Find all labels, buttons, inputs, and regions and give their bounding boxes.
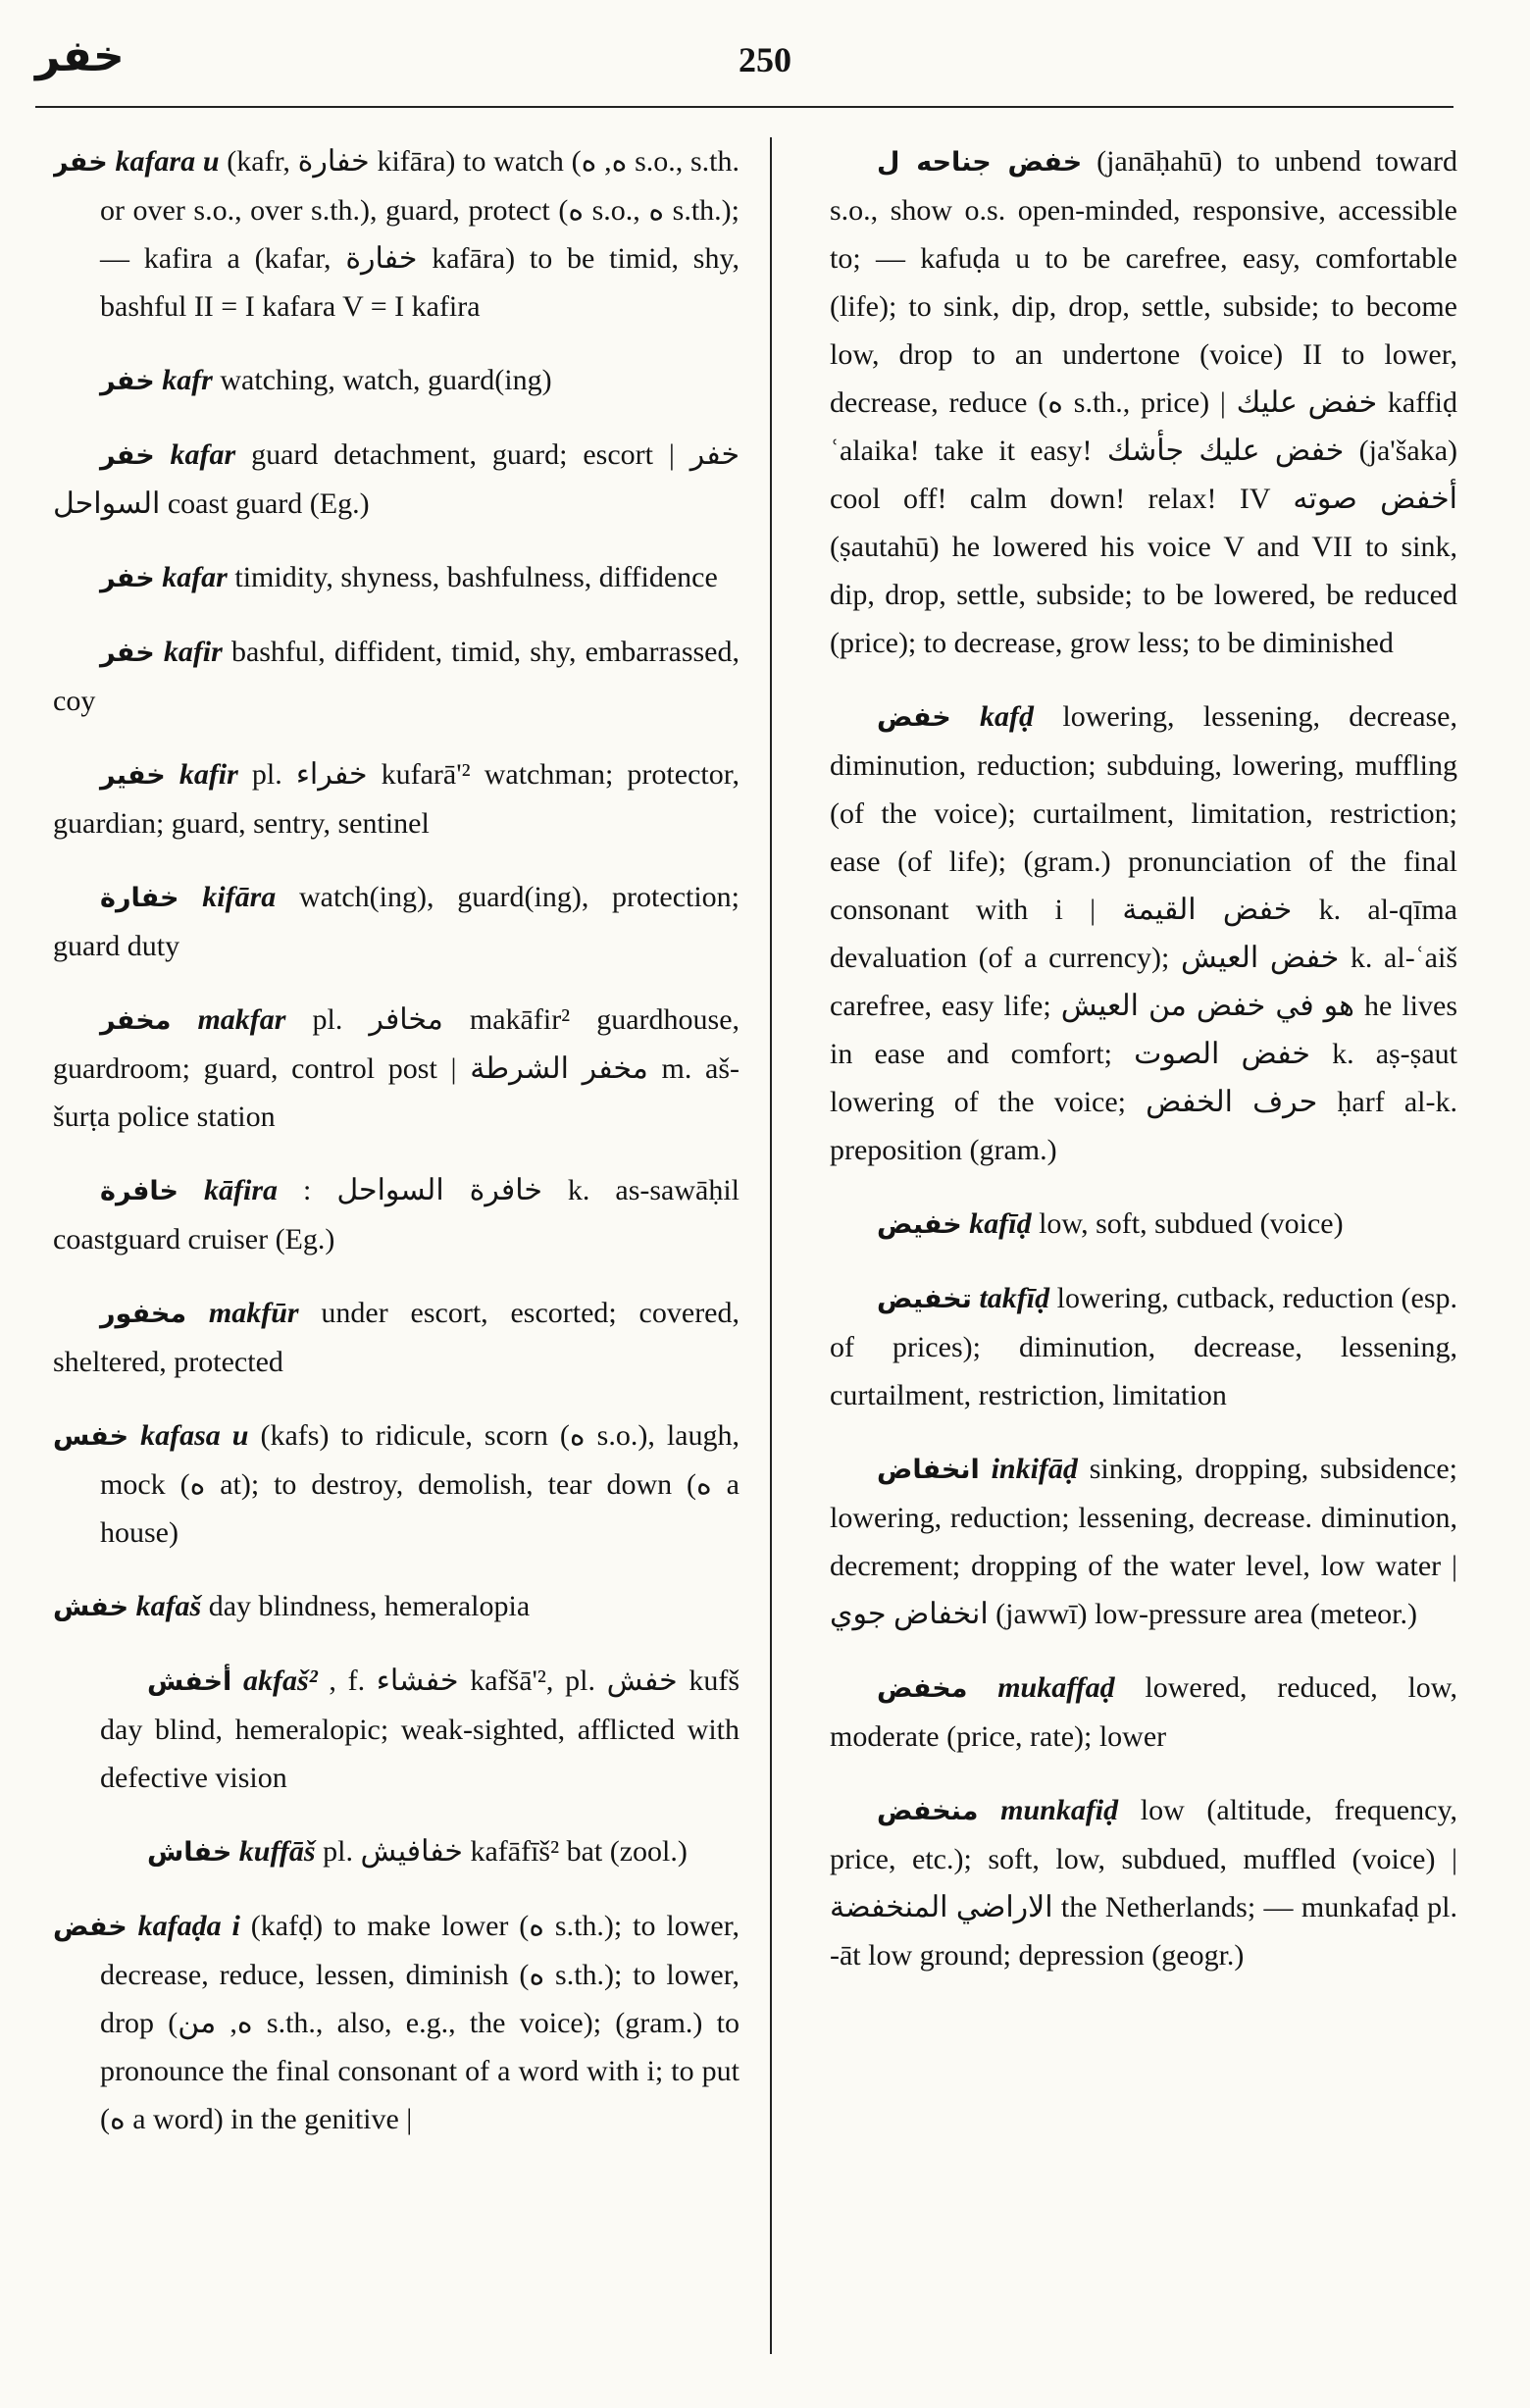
dictionary-entry: [53, 1411, 740, 1557]
dictionary-entry: [53, 356, 740, 405]
entry-text: (kafs) to ridicule, scorn (ه s.o.), laugh, mock (ه at); to destroy, demolish, tear down (ه a house): [100, 1419, 740, 1549]
header-keyword: خفر: [35, 31, 125, 81]
arabic-headword: منخفض: [877, 1796, 979, 1826]
page-number: 250: [739, 40, 791, 79]
entry-text: under escort, escorted; covered, sheltered, protected: [53, 1297, 740, 1378]
dictionary-entry: [53, 1289, 740, 1386]
arabic-headword: خفر: [100, 440, 155, 471]
entry-text: pl. مخافر makāfir² guardhouse, guardroom; guard, control post | مخفر الشرطة m. aš-šurṭa police station: [53, 1003, 740, 1133]
transliteration: kafr: [162, 364, 213, 396]
dictionary-entry: [53, 873, 740, 970]
entry-text: day blindness, hemeralopia: [208, 1590, 531, 1622]
transliteration: kafīḍ: [969, 1207, 1032, 1240]
arabic-headword: خفض: [877, 702, 951, 733]
entry-text: low, soft, subdued (voice): [1039, 1207, 1344, 1240]
entry-text: : خافرة السواحل k. as-sawāḥil coastguard cruiser (Eg.): [53, 1174, 740, 1255]
transliteration: kifāra: [202, 881, 277, 913]
arabic-headword: خفر: [53, 147, 108, 178]
arabic-headword: خفيض: [877, 1209, 962, 1240]
dictionary-entry: [53, 750, 740, 847]
dictionary-entry: [53, 137, 740, 331]
transliteration: kafasa u: [140, 1419, 249, 1452]
arabic-headword: خفاش: [147, 1837, 232, 1868]
dictionary-entry: [53, 1166, 740, 1263]
arabic-headword: خفر: [100, 563, 155, 593]
page-header: [0, 0, 1530, 118]
dictionary-entry: [53, 1582, 740, 1631]
arabic-headword: خفس: [53, 1421, 129, 1452]
transliteration: makfar: [197, 1003, 286, 1036]
entry-text: pl. خفافيش kafāfīš² bat (zool.): [323, 1835, 688, 1868]
dictionary-entry: [830, 1664, 1457, 1761]
transliteration: kafḍ: [980, 700, 1035, 733]
header-rule: [35, 106, 1454, 108]
entry-text: (kafḍ) to make lower (ه s.th.); to lower, decrease, reduce, lessen, diminish (ه s.th.); to lower, drop (ه, من s.th., also, e.g., the voice); (gram.) to pronounce the final consonant of a word with i; to put (ه a word) in the genitive |: [100, 1910, 740, 2135]
transliteration: takfīḍ: [979, 1282, 1050, 1314]
entry-text: guard detachment, guard; escort | خفر السواحل coast guard (Eg.): [53, 438, 740, 520]
arabic-headword: خفض جناحه ل: [877, 147, 1083, 178]
entry-text: watch(ing), guard(ing), protection; guard duty: [53, 881, 740, 962]
transliteration: kafar: [170, 438, 236, 471]
entry-text: pl. خفراء kufarā'² watchman; protector, guardian; guard, sentry, sentinel: [53, 758, 740, 840]
dictionary-entry: [53, 553, 740, 602]
dictionary-entry: [53, 628, 740, 725]
arabic-headword: تخفيض: [877, 1284, 972, 1314]
right-column: [830, 137, 1457, 2383]
entry-text: lowered, reduced, low, moderate (price, rate); lower: [830, 1671, 1457, 1753]
arabic-headword: انخفاض: [877, 1455, 980, 1485]
dictionary-entry: [53, 431, 740, 528]
arabic-headword: خفر: [100, 638, 155, 668]
dictionary-entry: [830, 1274, 1457, 1419]
transliteration: makfūr: [208, 1297, 299, 1329]
transliteration: kafar: [162, 561, 228, 593]
transliteration: kuffāš: [238, 1835, 316, 1868]
transliteration: kafir: [163, 636, 223, 668]
arabic-headword: خفض: [53, 1912, 128, 1942]
entry-text: , f. خفشاء kafšā'², pl. خفش kufš day blind, hemeralopic; weak-sighted, afflicted with defective vision: [100, 1665, 740, 1794]
arabic-headword: أخفش: [147, 1666, 232, 1697]
transliteration: kafara u: [115, 145, 220, 178]
column-divider: [770, 137, 772, 2354]
transliteration: kāfira: [204, 1174, 278, 1206]
entry-text: bashful, diffident, timid, shy, embarrassed, coy: [53, 636, 740, 717]
dictionary-entry: [830, 692, 1457, 1174]
entry-text: lowering, cutback, reduction (esp. of prices); diminution, decrease, lessening, curtailment, restriction, limitation: [830, 1282, 1457, 1411]
dictionary-entry: [830, 1445, 1457, 1638]
transliteration: inkifāḍ: [991, 1453, 1078, 1485]
dictionary-entry: [53, 1902, 740, 2143]
entry-text: sinking, dropping, subsidence; lowering, reduction; lessening, decrease. diminution, decrement; dropping of the water level, low water | انخفاض جوي (jawwī) low-pressure area (meteor.): [830, 1453, 1457, 1630]
arabic-headword: خفير: [100, 760, 166, 791]
entry-text: lowering, lessening, decrease, diminution, reduction; subduing, lowering, muffling (of the voice); curtailment, limitation, restriction; ease (of life); (gram.) pronunciation of the final consonant with i | خفض القيمة k. al-qīma devaluation (of a currency); خفض العيش k. al-ʿaiš carefree, easy life; هو في خفض من العيش he lives in ease and comfort; خفض الصوت k. aṣ-ṣaut lowering of the voice; حرف الخفض ḥarf al-k. preposition (gram.): [830, 700, 1457, 1166]
dictionary-entry: [830, 137, 1457, 667]
transliteration: kafaḍa i: [137, 1910, 240, 1942]
arabic-headword: خفش: [53, 1592, 129, 1622]
entry-text: (kafr, خفارة kifāra) to watch (ه, ه s.o., s.th. or over s.o., over s.th.), guard, protect (ه s.o., ه s.th.); — kafira a (kafar, خفارة kafāra) to be timid, shy, bashful II = I kafara V = I kafira: [100, 145, 740, 323]
dictionary-entry: [53, 1657, 740, 1802]
left-column: [53, 137, 740, 2383]
dictionary-entry: [53, 996, 740, 1141]
transliteration: kafaš: [135, 1590, 202, 1622]
arabic-headword: خفارة: [100, 883, 179, 913]
arabic-headword: خافرة: [100, 1176, 179, 1206]
transliteration: munkafiḍ: [1000, 1794, 1119, 1826]
transliteration: mukaffaḍ: [997, 1671, 1115, 1704]
arabic-headword: مخفر: [100, 1005, 172, 1036]
dictionary-entry: [830, 1786, 1457, 1979]
dictionary-entry: [830, 1200, 1457, 1249]
arabic-headword: خفر: [100, 366, 155, 396]
entry-text: watching, watch, guard(ing): [220, 364, 552, 396]
arabic-headword: مخفض: [877, 1673, 968, 1704]
entry-text: (janāḥahū) to unbend toward s.o., show o.s. open-minded, responsive, accessible to; — kafuḍa u to be carefree, easy, comfortable (life); to sink, dip, drop, settle, subside; to become low, drop to an undertone (voice) II to lower, decrease, reduce (ه s.th., price) | خفض عليك kaffiḍ ʿalaika! take it easy! خفض عليك جأشك (ja'šaka) cool off! calm down! relax! IV أخفض صوته (ṣautahū) he lowered his voice V and VII to sink, dip, drop, settle, subside; to be lowered, be reduced (price); to decrease, grow less; to be diminished: [830, 145, 1457, 659]
arabic-headword: مخفور: [100, 1299, 187, 1329]
dictionary-entry: [53, 1827, 740, 1876]
transliteration: akfaš²: [243, 1665, 318, 1697]
transliteration: kafir: [178, 758, 238, 791]
entry-text: timidity, shyness, bashfulness, diffidence: [234, 561, 718, 593]
entry-text: low (altitude, frequency, price, etc.); soft, low, subdued, muffled (voice) | الاراضي المنخفضة the Netherlands; — munkafaḍ pl. -āt low ground; depression (geogr.): [830, 1794, 1457, 1972]
